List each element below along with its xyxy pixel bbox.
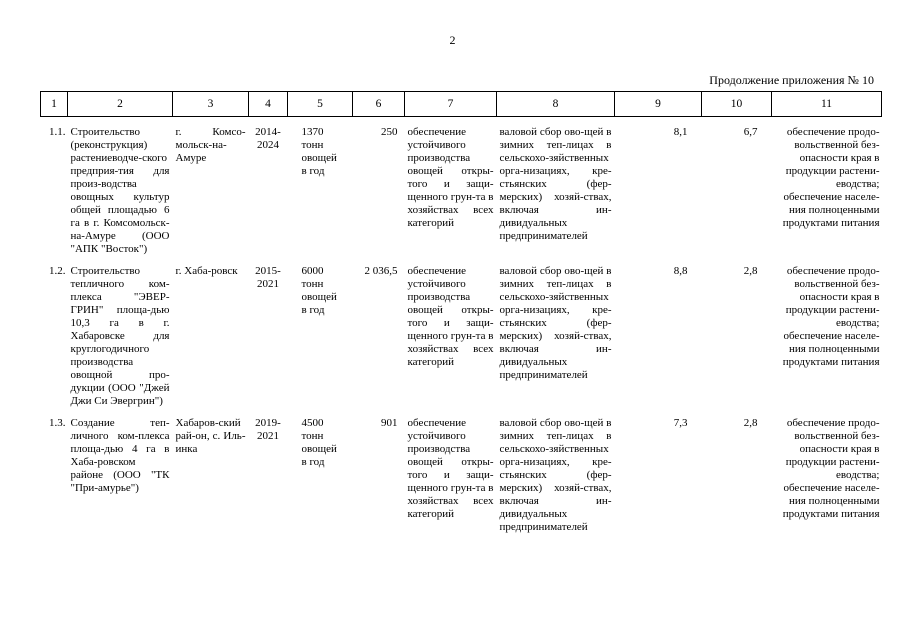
project-goal: обеспечение устойчивого производства овощей откры-того и защи-щенного грун-та в хозяйствах всех категорий — [407, 265, 494, 368]
project-goal: обеспечение устойчивого производства овощей откры-того и защи-щенного грун-та в хозяйствах всех категорий — [407, 417, 494, 520]
value-col-10: 6,7 — [743, 126, 758, 138]
row-number: 1.2. — [49, 265, 66, 277]
project-location: г. Хаба-ровск — [175, 265, 238, 277]
project-goal: обеспечение устойчивого производства овощей откры-того и защи-щенного грун-та в хозяйствах всех категорий — [407, 126, 494, 229]
header-col-4: 4 — [249, 92, 288, 117]
value-col-9: 8,1 — [673, 126, 688, 138]
table-row — [41, 265, 882, 408]
project-years: 2015- 2021 — [255, 265, 281, 290]
row-number: 1.1. — [49, 126, 66, 138]
project-capacity: 1370 тонн овощей в год — [301, 126, 337, 177]
project-cost: 250 — [381, 126, 398, 138]
table-row — [41, 126, 882, 256]
project-capacity: 6000 тонн овощей в год — [301, 265, 337, 316]
project-cost: 901 — [381, 417, 398, 429]
project-location: Хабаров-ский рай-он, с. Иль-инка — [175, 417, 246, 455]
table-body — [41, 117, 882, 535]
value-col-10: 2,8 — [743, 265, 758, 277]
project-name: Создание теп-личного ком-плекса площа-дью 4 га в Хаба-ровском районе (ООО "ТК "При-амурье") — [70, 417, 170, 494]
project-location: г. Комсо-мольск-на-Амуре — [175, 126, 246, 164]
value-col-10: 2,8 — [743, 417, 758, 429]
project-indicator: валовой сбор ово-щей в зимних теп-лицах в сельскохо-зяйственных орга-низациях, кре-стьянских (фер-мерских) хозяй-ствах, включая ин-дивидуальных предпринимателей — [499, 417, 612, 533]
project-result: обеспечение продо-вольственной без-опасности края в продукции растени-еводства; обеспечение населе-ния полноценными продуктами питания — [782, 126, 880, 229]
value-col-9: 8,8 — [673, 265, 688, 277]
project-result: обеспечение продо-вольственной без-опасности края в продукции растени-еводства; обеспечение населе-ния полноценными продуктами питания — [782, 417, 880, 520]
header-col-2: 2 — [68, 92, 173, 117]
header-col-9: 9 — [615, 92, 702, 117]
header-col-10: 10 — [702, 92, 772, 117]
project-indicator: валовой сбор ово-щей в зимних теп-лицах в сельскохо-зяйственных орга-низациях, кре-стьянских (фер-мерских) хозяй-ствах, включая ин-дивидуальных предпринимателей — [499, 126, 612, 242]
header-col-11: 11 — [772, 92, 882, 117]
header-col-5: 5 — [288, 92, 353, 117]
header-col-7: 7 — [405, 92, 497, 117]
project-name: Строительство (реконструкция) растениеводче-ского предприя-тия для произ-водства овощных культур общей площадью 6 га в г. Комсомольск-на-Амуре (ООО "АПК "Восток") — [70, 126, 170, 255]
page-number: 2 — [449, 33, 456, 47]
project-name: Строительство тепличного ком-плекса "ЭВЕР-ГРИН" площа-дью 10,3 га в г. Хабаровске для круглогодичного производства овощной про-дукции (ООО "Джей Джи Си Эвергрин") — [70, 265, 170, 407]
continuation-caption: Продолжение приложения № 10 — [709, 73, 874, 87]
project-years: 2019- 2021 — [255, 417, 281, 442]
project-result: обеспечение продо-вольственной без-опасности края в продукции растени-еводства; обеспечение населе-ния полноценными продуктами питания — [782, 265, 880, 368]
table-row — [41, 417, 882, 534]
header-col-1: 1 — [41, 92, 68, 117]
appendix-table — [40, 91, 882, 534]
project-capacity: 4500 тонн овощей в год — [301, 417, 337, 468]
row-number: 1.3. — [49, 417, 66, 429]
header-col-3: 3 — [173, 92, 249, 117]
header-col-8: 8 — [497, 92, 615, 117]
project-cost: 2 036,5 — [364, 265, 398, 277]
table-header — [41, 92, 882, 117]
project-indicator: валовой сбор ово-щей в зимних теп-лицах в сельскохо-зяйственных орга-низациях, кре-стьянских (фер-мерских) хозяй-ствах, включая ин-дивидуальных предпринимателей — [499, 265, 612, 381]
value-col-9: 7,3 — [673, 417, 688, 429]
header-col-6: 6 — [353, 92, 405, 117]
project-years: 2014- 2024 — [255, 126, 281, 151]
